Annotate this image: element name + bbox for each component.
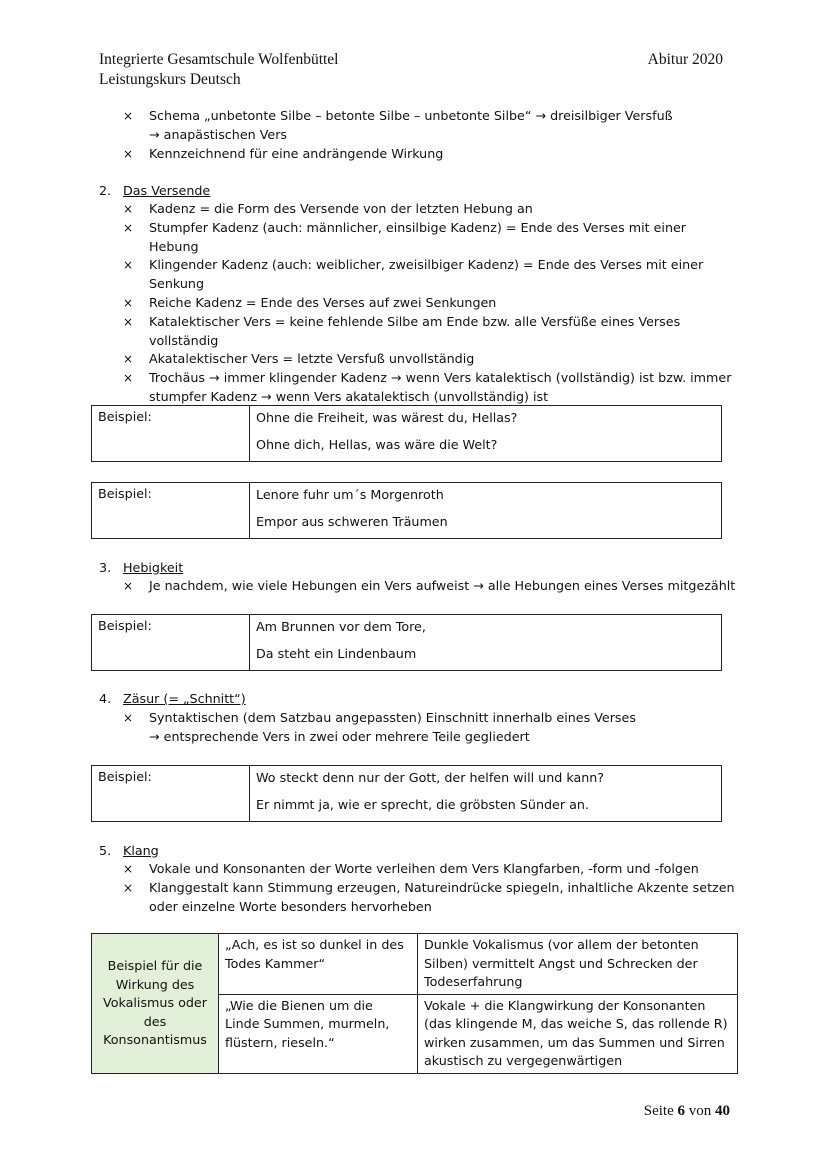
section-title: Zäsur (= „Schnitt“) <box>123 691 246 706</box>
section-heading: 3. Hebigkeit <box>99 560 184 575</box>
list-item: × Je nachdem, wie viele Hebungen ein Vers aufweist → alle Hebungen eines Verses mitgezählt <box>0 577 828 596</box>
list-item: × Klanggestalt kann Stimmung erzeugen, Natureindrücke spiegeln, inhaltliche Akzente setzen oder einzelne Worte besonders hervorheben <box>123 879 735 914</box>
cross-bullet-icon: × <box>123 711 134 725</box>
example-verse: Ohne die Freiheit, was wärest du, Hellas? Ohne dich, Hellas, was wäre die Welt? <box>250 406 722 462</box>
cross-bullet-icon: × <box>123 352 134 367</box>
klang-quote: „Wie die Bienen um die Linde Summen, murmeln, flüstern, rieseln.“ <box>219 994 418 1073</box>
klang-quote: „Ach, es ist so dunkel in des Todes Kammer“ <box>219 934 418 995</box>
section-heading: 5. Klang <box>99 843 159 858</box>
list-item: × Schema „unbetonte Silbe – betonte Silbe – unbetonte Silbe“ → dreisilbiger Versfuß → anapästischen Vers <box>123 108 673 142</box>
example-label: Beispiel: <box>92 615 250 671</box>
example-label: Beispiel: <box>92 483 250 539</box>
example-label: Beispiel: <box>92 406 250 462</box>
klang-example-table <box>91 933 738 1074</box>
exam-label: Abitur 2020 <box>647 51 723 68</box>
cross-bullet-icon: × <box>123 579 134 593</box>
klang-table-label: Beispiel für die Wirkung des Vokalismus oder des Konsonantismus <box>92 934 219 1074</box>
example-table <box>91 614 722 671</box>
klang-effect: Vokale + die Klangwirkung der Konsonanten (das klingende M, das weiche S, das rollende R) wirken zusammen, um das Summen und Sirren akustisch zu vergegenwärtigen <box>418 994 738 1073</box>
list-item: × Klingender Kadenz (auch: weiblicher, zweisilbiger Kadenz) = Ende des Verses mit einer Senkung <box>123 257 704 292</box>
s4-bullet-list <box>0 709 828 747</box>
example-verse: Wo steckt denn nur der Gott, der helfen will und kann? Er nimmt ja, wie er sprecht, die gröbsten Sünder an. <box>250 766 722 822</box>
s5-bullet-list <box>0 860 828 916</box>
cross-bullet-icon: × <box>123 220 134 235</box>
cross-bullet-icon: × <box>123 109 134 123</box>
section-title: Das Versende <box>123 183 211 198</box>
s2-bullet-list <box>0 200 828 407</box>
page-number: Seite 6 von 40 <box>643 1103 730 1119</box>
section-heading: 2. Das Versende <box>99 183 211 198</box>
course-name: Leistungskurs Deutsch <box>99 71 241 88</box>
list-item: × Vokale und Konsonanten der Worte verleihen dem Vers Klangfarben, -form und -folgen <box>0 860 828 879</box>
school-name: Integrierte Gesamtschule Wolfenbüttel <box>99 51 339 68</box>
example-verse: Am Brunnen vor dem Tore, Da steht ein Lindenbaum <box>250 615 722 671</box>
list-item: × Kadenz = die Form des Versende von der letzten Hebung an <box>0 200 828 219</box>
example-table <box>91 405 722 462</box>
cross-bullet-icon: × <box>123 258 134 273</box>
list-item: × Kennzeichnend für eine andrängende Wirkung <box>0 145 828 164</box>
list-item: × Stumpfer Kadenz (auch: männlicher, einsilbige Kadenz) = Ende des Verses mit einer Hebung <box>123 219 687 254</box>
cross-bullet-icon: × <box>123 371 134 386</box>
list-item: × Akatalektischer Vers = letzte Versfuß unvollständig <box>0 350 828 369</box>
cross-bullet-icon: × <box>123 202 134 216</box>
list-item: × Trochäus → immer klingender Kadenz → wenn Vers katalektisch (vollständig) ist bzw. immer stumpfer Kadenz → wenn Vers akatalektisch (unvollständig) ist <box>123 370 732 404</box>
page-header <box>99 50 723 90</box>
cross-bullet-icon: × <box>123 146 134 161</box>
intro-bullet-list <box>0 107 828 163</box>
cross-bullet-icon: × <box>123 862 134 876</box>
cross-bullet-icon: × <box>123 314 134 329</box>
list-item: × Reiche Kadenz = Ende des Verses auf zwei Senkungen <box>0 294 828 313</box>
section-title: Hebigkeit <box>123 560 184 575</box>
klang-effect: Dunkle Vokalismus (vor allem der betonten Silben) vermittelt Angst und Schrecken der Todeserfahrung <box>418 934 738 995</box>
section-title: Klang <box>123 843 159 858</box>
section-heading: 4. Zäsur (= „Schnitt“) <box>99 691 246 706</box>
s3-bullet-list <box>0 577 828 596</box>
example-label: Beispiel: <box>92 766 250 822</box>
list-item: × Katalektischer Vers = keine fehlende Silbe am Ende bzw. alle Versfüße eines Verses vollständig <box>123 313 681 348</box>
example-table <box>91 765 722 822</box>
cross-bullet-icon: × <box>123 880 134 895</box>
example-table <box>91 482 722 539</box>
example-verse: Lenore fuhr um´s Morgenroth Empor aus schweren Träumen <box>250 483 722 539</box>
cross-bullet-icon: × <box>123 295 134 310</box>
list-item: × Syntaktischen (dem Satzbau angepassten) Einschnitt innerhalb eines Verses → entsprechende Vers in zwei oder mehrere Teile gegliedert <box>123 710 636 744</box>
